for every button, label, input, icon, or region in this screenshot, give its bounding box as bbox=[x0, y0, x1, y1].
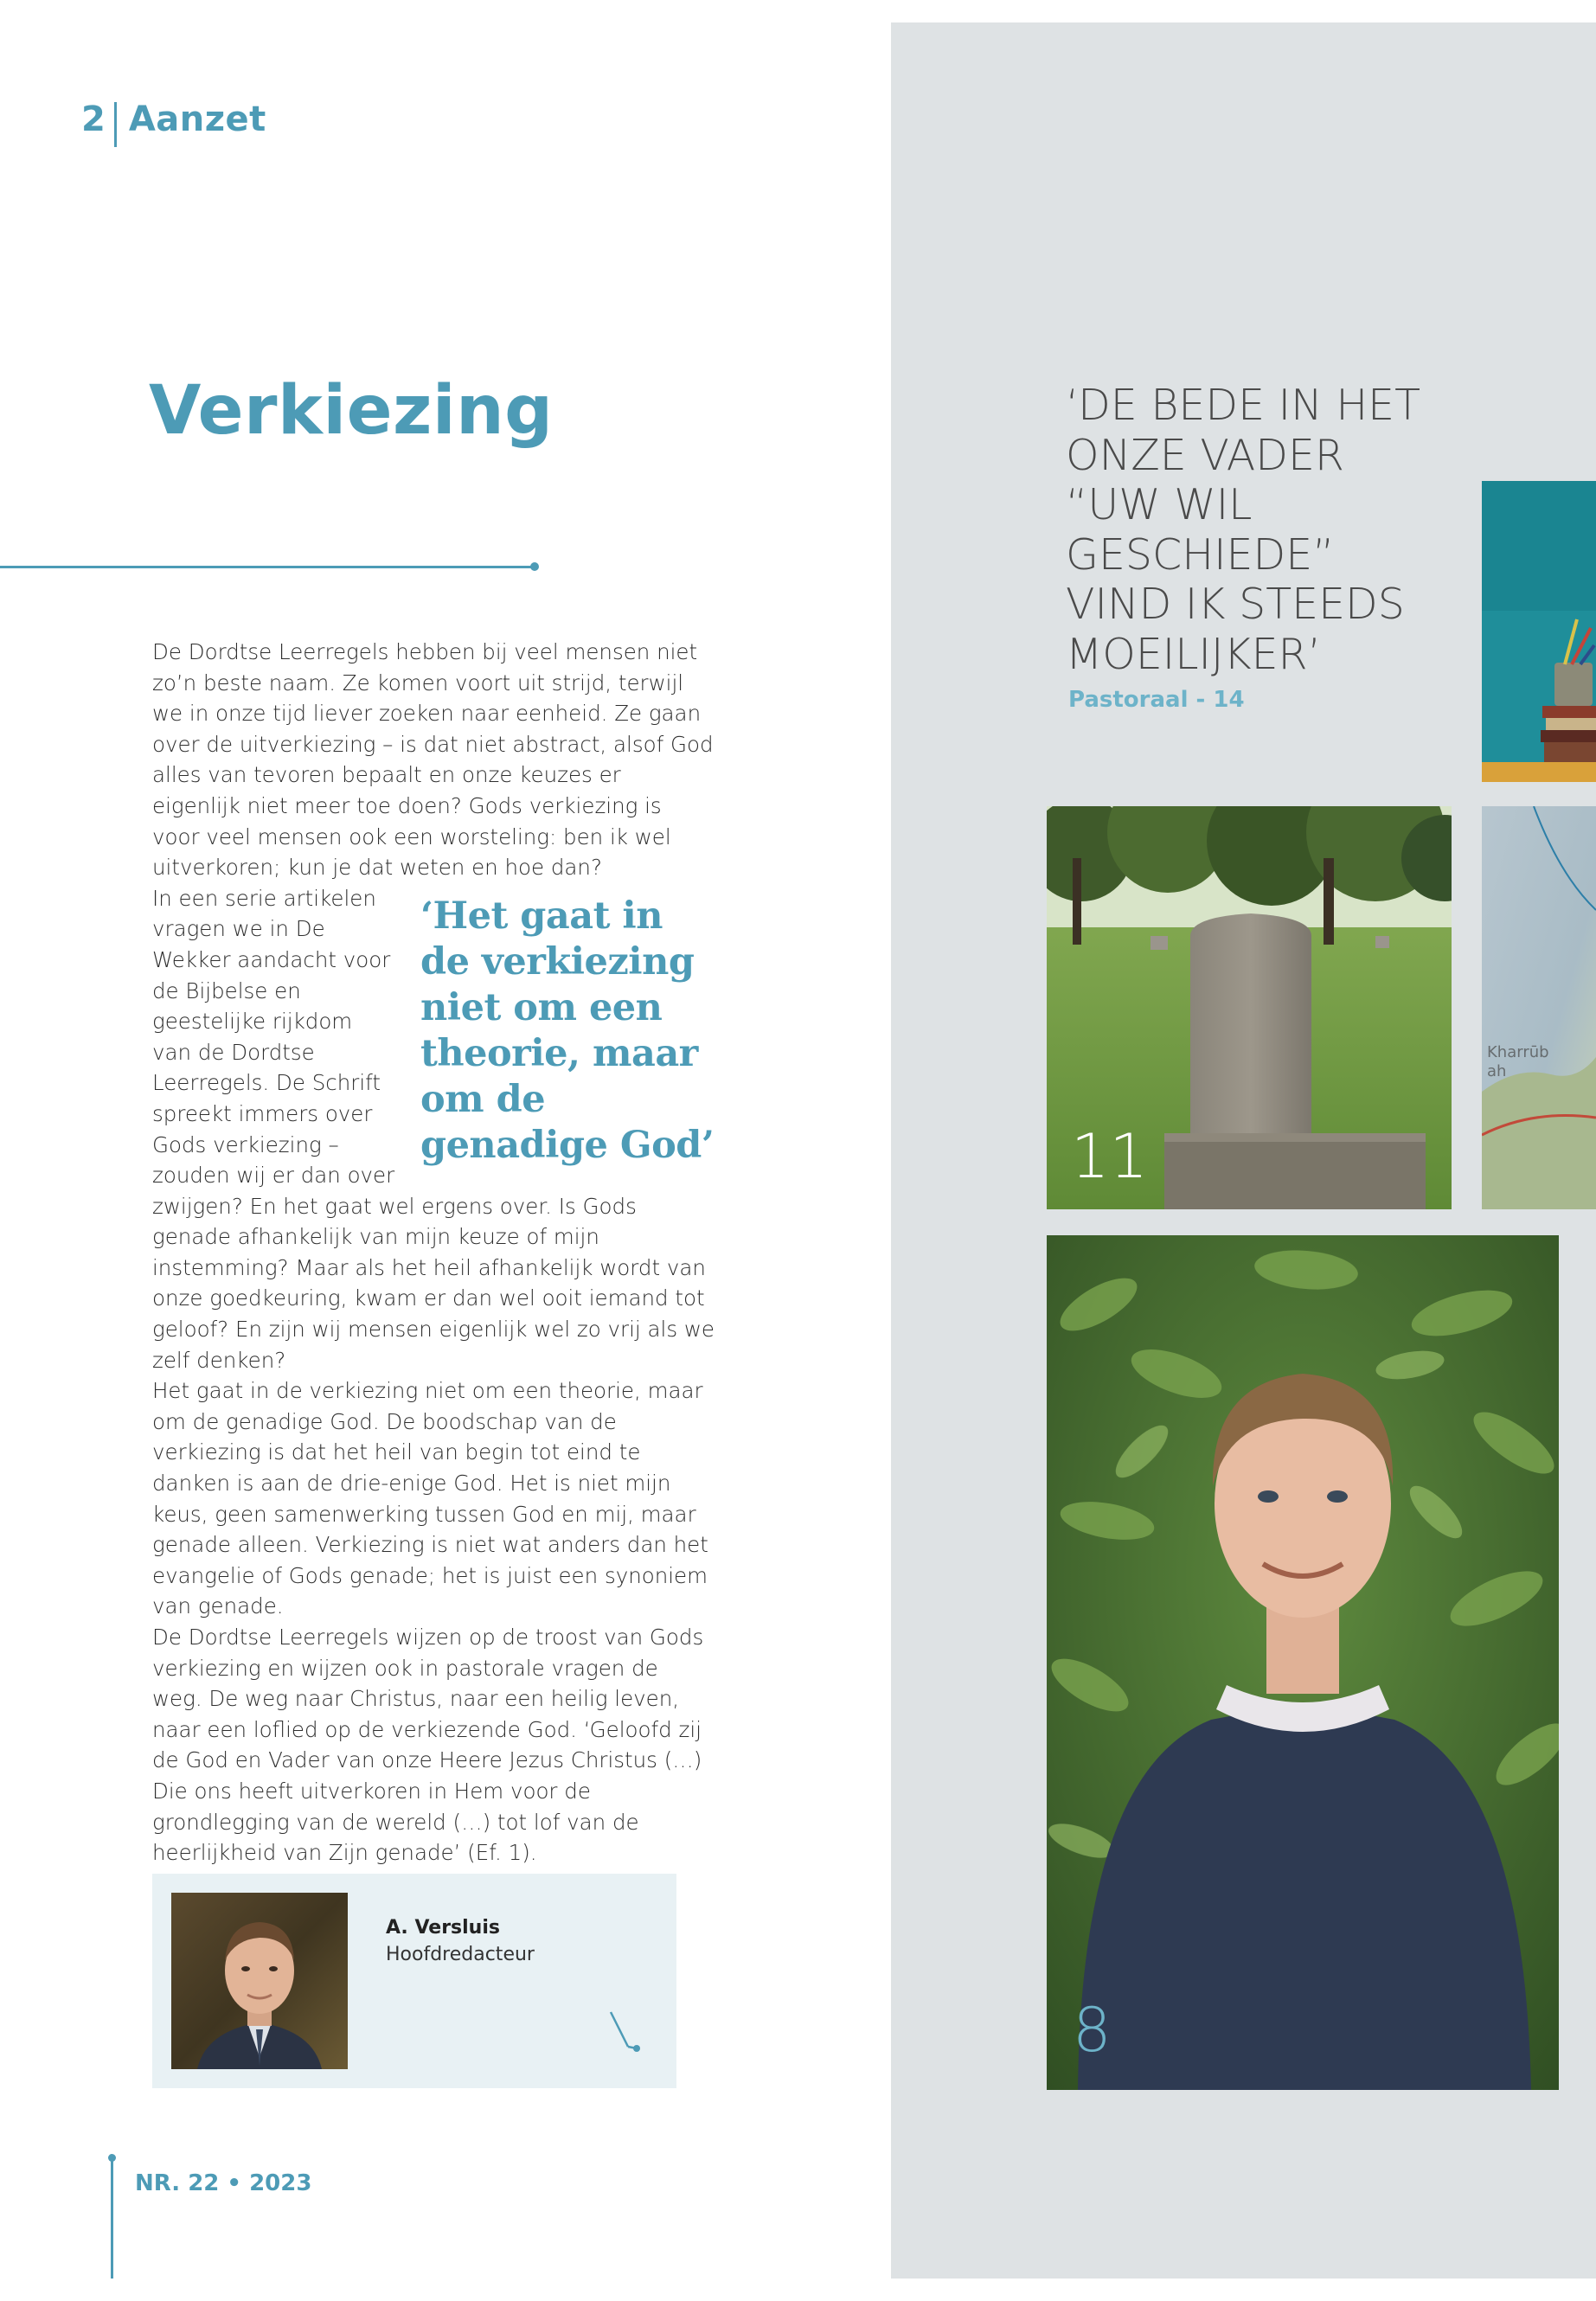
paragraph-1: De Dordtse Leerregels hebben bij veel mensen niet zo’n beste naam. Ze komen voort uit strijd, terwijl we in onze tijd liever zoeken naar eenheid. Ze gaan over de uitverkiezing – is dat niet abstract, alsof God alles van tevoren bepaalt en onze keuzes er eigenlijk niet meer toe doen? Gods verkiezing is voor veel mensen ook een worsteling: ben ik wel uitverkoren; kun je dat weten en hoe dan? bbox=[152, 639, 714, 881]
title-rule-dot bbox=[530, 562, 539, 571]
section-name: Aanzet bbox=[128, 99, 266, 139]
page-header bbox=[81, 95, 266, 144]
author-role: Hoofdredacteur bbox=[386, 1944, 535, 1965]
map-thumbnail[interactable] bbox=[1482, 806, 1596, 1209]
author-name: A. Versluis bbox=[386, 1917, 500, 1939]
paragraph-4: De Dordtse Leerregels wijzen op de troost van Gods verkiezing en wijzen ook in pastorale vragen de weg. De weg naar Christus, naar een heilig leven, naar een loflied op de verkiezende God. ‘Geloofd zij de God en Vader van onze Heere Jezus Christus (…) Die ons heeft uitverkoren in Hem voor de grondlegging van de wereld (…) tot lof van de heerlijkheid van Zijn genade’ (Ef. 1). bbox=[152, 1625, 704, 1866]
pen-icon bbox=[607, 2009, 645, 2061]
title-rule bbox=[0, 566, 534, 568]
svg-text:ah: ah bbox=[1487, 1062, 1507, 1080]
portrait-thumbnail[interactable] bbox=[1047, 1235, 1559, 2090]
author-box bbox=[152, 1874, 676, 2088]
author-photo bbox=[171, 1893, 348, 2069]
thumbnail-number-8: 8 bbox=[1073, 1995, 1112, 2066]
issue-label: NR. 22 • 2023 bbox=[135, 2170, 312, 2196]
footer-line bbox=[111, 2157, 113, 2279]
header-divider bbox=[114, 102, 117, 147]
paragraph-2: In een serie artikelen vragen we in De Wekker aandacht voor de Bijbelse en geestelijke rijkdom van de Dordtse Leerregels. De Schrift spreekt immers over Gods verkiezing – zouden wij er dan over zwijgen? En het gaat wel ergens over. Is Gods genade afhankelijk van mijn keuze of mijn instemming? Maar als het heil afhankelijk wordt van onze goedkeuring, kwam er dan wel ooit iemand tot geloof? En zijn wij mensen eigenlijk wel zo vrij als we zelf denken? bbox=[152, 885, 715, 1373]
teaser-link[interactable]: Pastoraal - 14 bbox=[1068, 687, 1245, 713]
svg-text:Kharrūb: Kharrūb bbox=[1487, 1043, 1549, 1061]
pullquote-container bbox=[420, 894, 715, 1169]
article-body bbox=[152, 637, 715, 1868]
paragraph-3: Het gaat in de verkiezing niet om een theorie, maar om de genadige God. De boodschap van de verkiezing is dat het heil van begin tot eind te danken is aan de drie-enige God. Het is niet mijn keus, geen samenwerking tussen God en mij, maar genade alleen. Verkiezing is niet wat anders dan het evangelie of Gods genade; het is juist een synoniem van genade. bbox=[152, 1378, 708, 1619]
gravestone-thumbnail[interactable] bbox=[1047, 806, 1452, 1209]
pullquote: ‘Het gaat in de verkiezing niet om een theorie, maar om de genadige God’ bbox=[420, 894, 715, 1167]
thumbnail-number-11: 11 bbox=[1071, 1121, 1149, 1192]
books-thumbnail[interactable] bbox=[1482, 481, 1596, 782]
teaser-quote: ‘DE BEDE IN HET ONZE VADER “UW WIL GESCHIEDE” VIND IK STEEDS MOEILIJKER’ bbox=[1066, 381, 1421, 679]
article-title: Verkiezing bbox=[149, 372, 554, 450]
page-number: 2 bbox=[81, 99, 106, 139]
